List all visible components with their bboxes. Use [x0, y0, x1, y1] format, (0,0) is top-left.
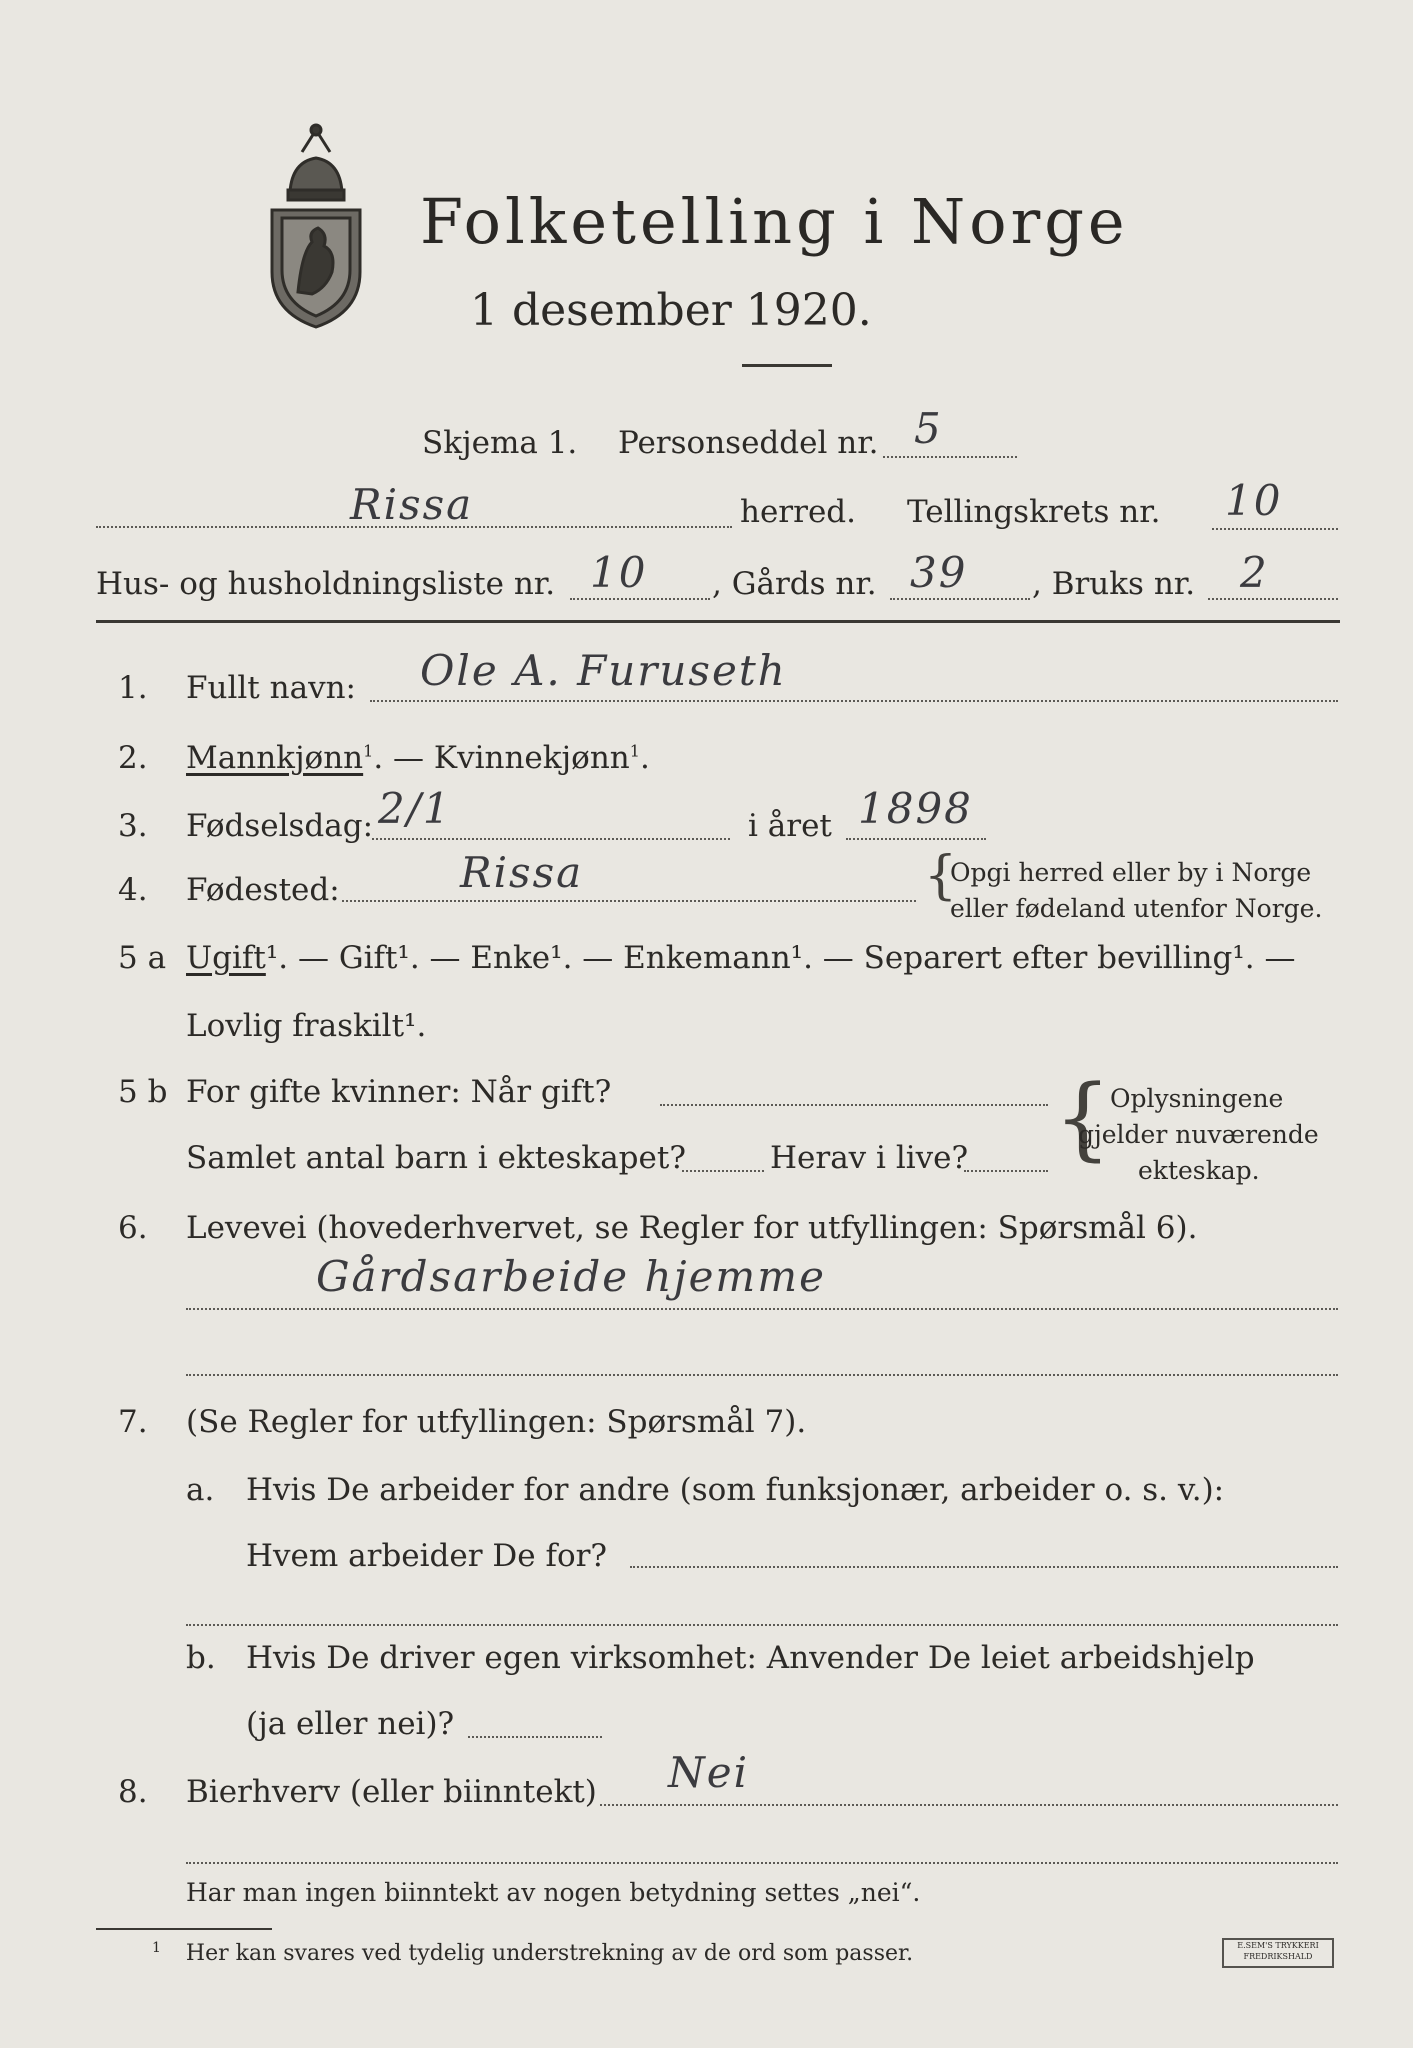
header-rule — [96, 620, 1340, 623]
herred-value[interactable]: Rissa — [350, 480, 474, 529]
nei-note: Har man ingen biinntekt av nogen betydning settes „nei“. — [186, 1878, 921, 1907]
children-label: Samlet antal barn i ekteskapet? — [186, 1140, 686, 1176]
employer-line-2 — [186, 1624, 1338, 1626]
q6-number: 6. — [118, 1210, 148, 1246]
divider — [742, 364, 832, 367]
birthday-line — [372, 838, 730, 840]
birth-year-value[interactable]: 1898 — [858, 784, 973, 833]
q3-number: 3. — [118, 808, 148, 844]
gender-end: . — [639, 740, 650, 776]
q8-number: 8. — [118, 1774, 148, 1810]
footnote-mark: 1 — [152, 1940, 161, 1956]
hus-number[interactable]: 10 — [590, 548, 648, 597]
year-label: i året — [748, 808, 832, 844]
gender-separator: . — — [373, 740, 434, 776]
side-income-line-2 — [186, 1862, 1338, 1864]
stamp-line-2: FREDRIKSHALD — [1243, 1952, 1313, 1961]
side-income-value[interactable]: Nei — [668, 1748, 750, 1797]
bruks-line — [1208, 598, 1338, 600]
marital-options[interactable]: ¹. — Gift¹. — Enke¹. — Enkemann¹. — Separert efter bevilling¹. — — [265, 940, 1296, 976]
occupation-line-1 — [186, 1308, 1338, 1310]
marriage-note-1: Oplysningene — [1110, 1084, 1284, 1113]
gender-row — [186, 740, 650, 776]
hus-line — [570, 598, 710, 600]
q5b-married-label: For gifte kvinner: Når gift? — [186, 1074, 612, 1110]
marital-row — [186, 940, 1295, 976]
occupation-value[interactable]: Gårdsarbeide hjemme — [316, 1252, 826, 1301]
hus-label: Hus- og husholdningsliste nr. — [96, 566, 556, 602]
footnote-rule — [96, 1928, 272, 1930]
alive-label: Herav i live? — [770, 1140, 969, 1176]
footnote — [152, 1940, 913, 1966]
coat-of-arms-icon — [262, 122, 370, 332]
q7-label: (Se Regler for utfyllingen: Spørsmål 7). — [186, 1404, 807, 1440]
q7a-letter: a. — [186, 1472, 215, 1508]
brace: { — [1054, 1066, 1112, 1171]
form-title: Folketelling i Norge — [420, 185, 1129, 258]
employer-line — [630, 1566, 1338, 1568]
gards-line — [890, 598, 1030, 600]
herred-label: herred. — [740, 494, 856, 530]
full-name-value[interactable]: Ole A. Furuseth — [420, 646, 787, 695]
krets-number[interactable]: 10 — [1225, 476, 1283, 525]
q7b-line-1: Hvis De driver egen virksomhet: Anvender De leiet arbeidshjelp — [246, 1640, 1255, 1676]
sup-mark: 1 — [363, 741, 374, 761]
q7-number: 7. — [118, 1404, 148, 1440]
children-line — [682, 1170, 764, 1172]
q1-line — [370, 700, 1338, 702]
birthday-value[interactable]: 2/1 — [378, 784, 452, 833]
bruks-label: , Bruks nr. — [1032, 566, 1196, 602]
sup-mark: 1 — [629, 741, 640, 761]
q5a-number: 5 a — [118, 940, 167, 976]
birthplace-note-2: eller fødeland utenfor Norge. — [950, 894, 1323, 923]
q7a-line-2: Hvem arbeider De for? — [246, 1538, 608, 1574]
birthplace-note-1: Opgi herred eller by i Norge — [950, 858, 1312, 887]
marriage-note-2: gjelder nuværende — [1078, 1120, 1319, 1149]
gards-number[interactable]: 39 — [910, 548, 968, 597]
form-date: 1 desember 1920. — [470, 285, 872, 336]
female-option[interactable]: Kvinnekjønn — [433, 740, 630, 776]
male-option[interactable]: Mannkjønn — [186, 740, 364, 776]
side-income-line — [600, 1804, 1338, 1806]
q8-label: Bierhverv (eller biinntekt) — [186, 1774, 597, 1810]
divorced-option[interactable]: Lovlig fraskilt¹. — [186, 1008, 427, 1044]
q7b-letter: b. — [186, 1640, 216, 1676]
person-number[interactable]: 5 — [914, 404, 943, 453]
marriage-note-3: ekteskap. — [1138, 1156, 1260, 1185]
person-line — [883, 456, 1017, 458]
q7b-line-2: (ja eller nei)? — [246, 1706, 455, 1742]
unmarried-option[interactable]: Ugift — [186, 940, 266, 976]
birthplace-line — [342, 900, 916, 902]
occupation-line-2 — [186, 1374, 1338, 1376]
q3-label: Fødselsdag: — [186, 808, 374, 844]
krets-line — [1212, 528, 1338, 530]
married-line — [660, 1104, 1048, 1106]
q7a-line-1: Hvis De arbeider for andre (som funksjonær, arbeider o. s. v.): — [246, 1472, 1225, 1508]
q6-label: Levevei (hovederhvervet, se Regler for utfyllingen: Spørsmål 6). — [186, 1210, 1198, 1246]
krets-label: Tellingskrets nr. — [907, 494, 1161, 530]
year-line — [846, 838, 986, 840]
alive-line — [964, 1170, 1048, 1172]
q2-number: 2. — [118, 740, 148, 776]
bruks-number[interactable]: 2 — [1240, 548, 1269, 597]
q4-number: 4. — [118, 872, 148, 908]
birthplace-value[interactable]: Rissa — [460, 848, 584, 897]
gards-label: , Gårds nr. — [712, 566, 877, 602]
person-label: Personseddel nr. — [618, 425, 879, 461]
schema-label: Skjema 1. — [422, 425, 578, 461]
stamp-line-1: E.SEM'S TRYKKERI — [1237, 1941, 1319, 1950]
brace: { — [924, 846, 958, 906]
q4-label: Fødested: — [186, 872, 340, 908]
footnote-text: Her kan svares ved tydelig understrekning av de ord som passer. — [185, 1941, 914, 1967]
printer-stamp — [1222, 1938, 1334, 1968]
hired-help-line — [468, 1736, 602, 1738]
q1-label: Fullt navn: — [186, 670, 356, 706]
q5b-number: 5 b — [118, 1074, 168, 1110]
q1-number: 1. — [118, 670, 148, 706]
